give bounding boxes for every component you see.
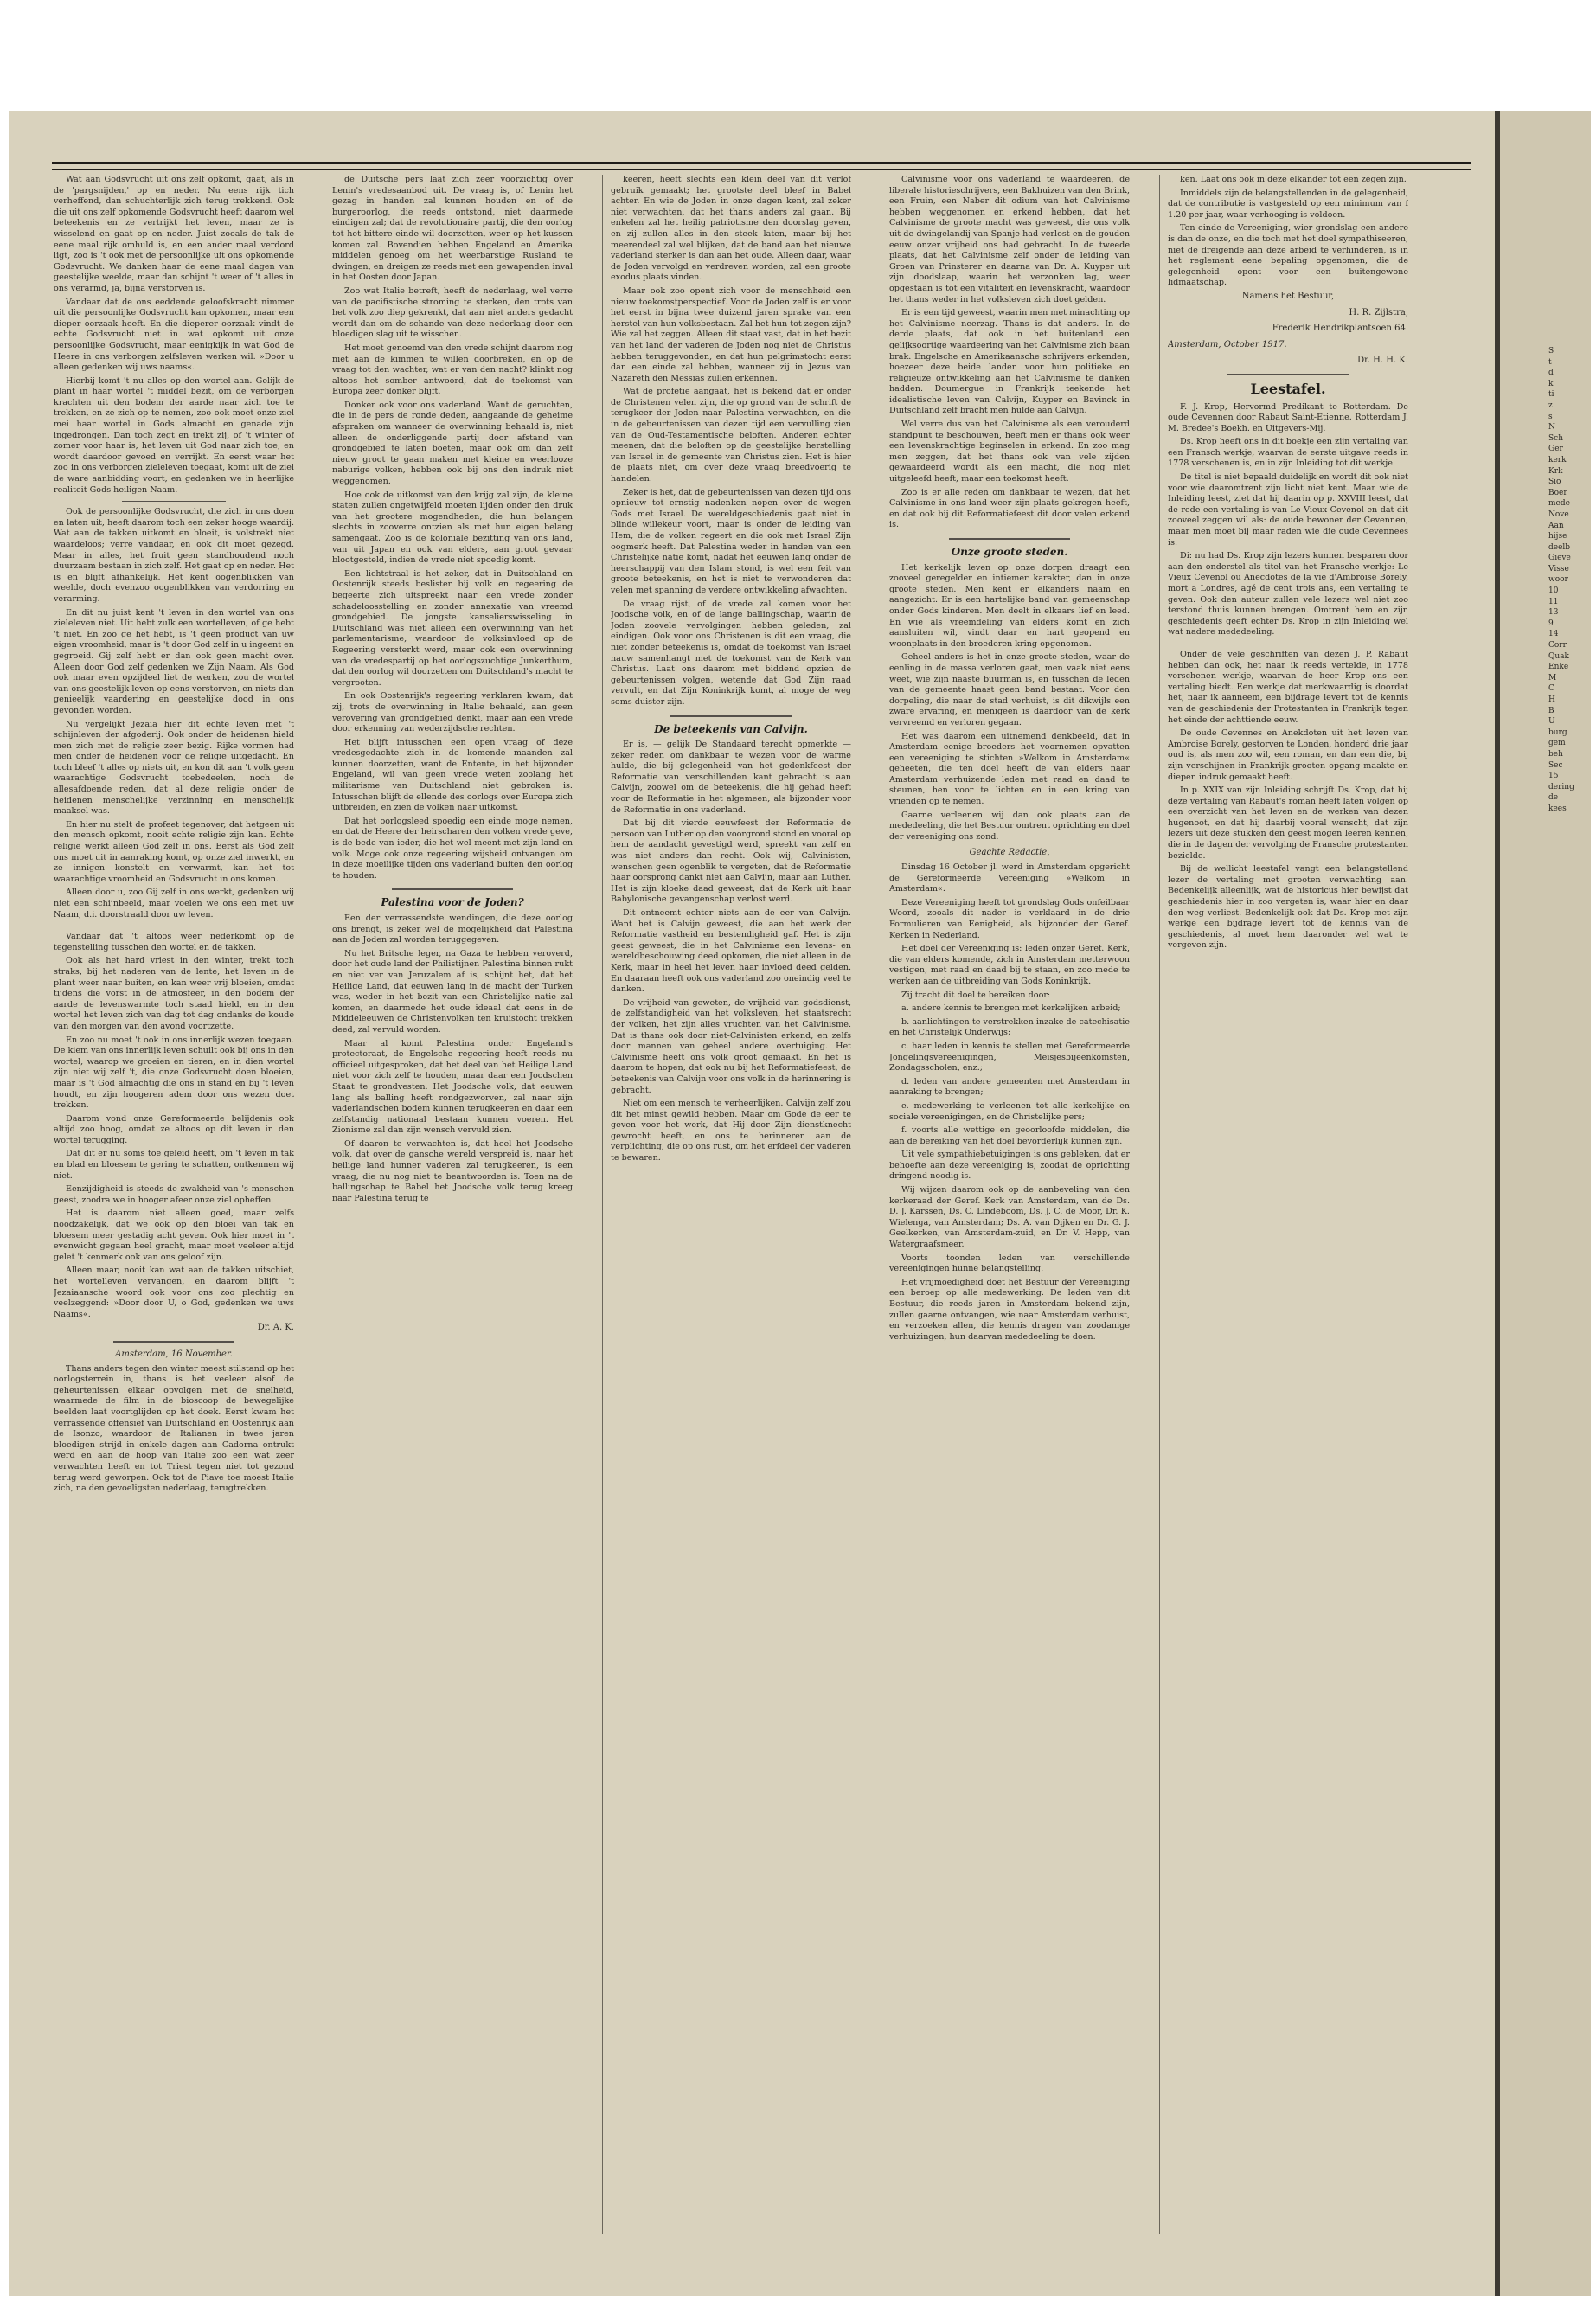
paragraph: Daarom vond onze Gereformeerde belijdenis ook altijd zoo hoog, omdat ze altoos op dit leven in den wortel terugging. <box>54 1113 294 1145</box>
article-separator <box>392 888 513 890</box>
margin-fragment: Visse <box>1548 564 1569 574</box>
article-separator <box>113 1341 234 1343</box>
letter-salutation: Geachte Redactie, <box>969 848 1050 858</box>
paragraph: Zoo is er alle reden om dankbaar te wezen, dat het Calvinisme in ons land weer zijn plaats gekregen heeft, en dat ook bij dit Reformatiefeest dit door velen erkend is. <box>889 487 1130 530</box>
header-rule-thick <box>52 162 1471 164</box>
section-title-leestafel: Leestafel. <box>1250 380 1326 397</box>
margin-fragment: kerk <box>1548 455 1567 465</box>
margin-fragment: Nove <box>1548 510 1569 519</box>
margin-fragment: ti <box>1548 390 1554 400</box>
margin-fragment: 10 <box>1548 586 1559 596</box>
paragraph: Of daaron te verwachten is, dat heel het Joodsche volk, dat over de gansche wereld verspreid is, naar het heilige land hunner vaderen zal terugkeeren, is een vraag, die nu nog niet te beantwoorden is. Toen na de ballingschap te Babel het Joodsche volk terug kreeg naar Palestina terug te <box>332 1138 573 1203</box>
article-signature: Dr. A. K. <box>257 1323 294 1333</box>
margin-fragment: S <box>1548 347 1554 356</box>
margin-fragment: gem <box>1548 739 1566 748</box>
paragraph: ken. Laat ons ook in deze elkander tot een zegen zijn. <box>1180 175 1407 184</box>
margin-fragment: Sch <box>1548 433 1564 443</box>
paragraph: En ook Oostenrijk's regeering verklaren kwam, dat zij, trots de overwinning in Italie behaald, aan geen verovering van grondgebied denkt, maar aan een vrede door erkenning van wederzijdsche rechten. <box>332 691 573 734</box>
signature-name: H. R. Zijlstra, <box>1349 307 1408 317</box>
list-item: e. medewerking te verleenen tot alle kerkelijke en sociale vereenigingen, en de Christelijke pers; <box>889 1100 1130 1122</box>
margin-fragment: Sio <box>1548 478 1561 487</box>
paragraph: Maar ook zoo opent zich voor de menschheid een nieuw toekomstperspectief. Voor de Joden zelf is er voor het eerst in bijna twee duizend jaren sprake van een herstel van hun volksbestaan. Zal het hun tot zegen zijn? Wie zal het zeggen. Alleen dit staat vast, dat in het bezit van het land der vaderen de Joden nog niet de Christus hebben teruggevonden, en dat hun pelgrimstocht eerst dan een einde zal hebben, wanneer zij in Jezus van Nazareth den Messias zullen erkennen. <box>611 285 851 383</box>
column-1 <box>54 175 294 2234</box>
paragraph: Uit vele sympathiebetuigingen is ons gebleken, dat er behoefte aan deze vereeniging is, zoodat de oprichting dringend noodig is. <box>889 1150 1130 1182</box>
column-divider <box>1159 175 1160 2234</box>
margin-fragment: woor <box>1548 575 1568 585</box>
article-separator <box>1227 374 1349 375</box>
paragraph: Gaarne verleenen wij dan ook plaats aan de mededeeling, die het Bestuur omtrent oprichting en doel der vereeniging ons zond. <box>889 810 1130 842</box>
paragraph: Thans anders tegen den winter meest stilstand op het oorlogsterrein in, thans is het veeleer alsof de geheurtenissen elkaar opvolgen met de snelheid, waarmede de film in de bioscoop de bewegelijke beelden laat voortglijden op het doek. Eerst kwam het verrassende offensief van Duitschland en Oostenrijk aan de Isonzo, waardoor de Italianen in twee jaren bloedigen strijd in enkele dagen aan Cadorna ontrukt werd en aan de hoop van Italie zoo een wat zeer verwachten heeft en tot Triest tegen niet tot gezond terug werd geworpen. Ook tot de Piave toe moest Italie zich, na den gevoeligsten nederlaag, terugtrekken. <box>54 1363 294 1494</box>
margin-fragment: k <box>1548 379 1554 388</box>
margin-fragment: d <box>1548 369 1554 378</box>
margin-fragment: N <box>1548 423 1555 433</box>
paragraph: Het blijft intusschen een open vraag of deze vredesgedachte zich in de komende maanden zal kunnen doorzetten, want de Entente, in het bijzonder Engeland, wil van geen vrede weten zoolang het militarisme van Duitschland niet gebroken is. Intusschen blijft de ellende des oorlogs over Europa zich uitbreiden, en zien de volken naar uitkomst. <box>332 737 573 813</box>
paragraph: Zoo wat Italie betreft, heeft de nederlaag, wel verre van de pacifistische stroming te sterken, den trots van het volk zoo diep gekrenkt, dat aan niet anders gedacht wordt dan om de schande van deze nederlaag door een bloedigen slag uit te wisschen. <box>332 285 573 340</box>
margin-fragment: Corr <box>1548 641 1567 651</box>
paragraph: Maar al komt Palestina onder Engeland's protectoraat, de Engelsche regeering heeft reeds nu officieel uitgesproken, dat het deel van het Heilige Land niet voor zich zelf te houden, maar daar een Joodschen Staat te grondvesten. Het Joodsche volk, dat eeuwen lang als balling heeft rondgezworven, zal naar zijn vaderlandschen bodem kunnen terugkeeren en daar een zelfstandig nationaal bestaan kunnen voeren. Het Zionisme zal dan zijn wensch vervuld zien. <box>332 1038 573 1136</box>
margin-fragment: hijse <box>1548 532 1567 542</box>
paragraph: Wat aan Godsvrucht uit ons zelf opkomt, gaat, als in de 'pargsnijden,' op en neder. Nu eens rijk tich verheffend, dan schuchterlijk zich terug trekkend. Ook die uit ons zelf opkomende Godsvrucht heeft daarom wel beteekenis en ze vertrijkt het leven, maar ze is wisselend en gaat op en neder. Juist zooals de tak de eene maal rijk omhuld is, en een ander maal verdord ligt, zoo is 't ook met de persoonlijke uit ons opkomende Godsvrucht. We danken haar de eene maal dagen van geestelijke weelde, maar dan schijnt 't weer of 't alles in ons verarmd, ja, bijna verstorven is. <box>54 175 294 293</box>
paragraph: Calvinisme voor ons vaderland te waardeeren, de liberale historieschrijvers, een Bakhuizen van den Brink, een Fruin, een Naber dit odium van het Calvinisme hebben weggenomen en erkend hebben, dat het Calvinisme de groote macht was geweest, die ons volk uit de dwingelandij van Spanje had verlost en de gouden eeuw onzer vrijheid ons had gebracht. In de tweede plaats, dat het Calvinisme zelf onder de leiding van Groen van Prinsterer en daarna van Dr. A. Kuyper uit zijn doodslaap, waarin het verzonken lag, weer opgestaan is tot een vitaliteit en levenskracht, waardoor het thans weder in het volksleven zich doet gelden. <box>889 175 1130 304</box>
column-3 <box>611 175 851 2234</box>
paragraph: Ook de persoonlijke Godsvrucht, die zich in ons doen en laten uit, heeft daarom toch een zeker hooge waardij. Wat aan de takken uitkomt en bloeit, is volstrekt niet waardeloos; verre vandaar, en ook dit moet gezegd. Maar in alles, het fruit geen standhoudend noch duurzaam bestaan in zich zelf. Het gaat op en neder. Het is en blijft afhankelijk. Het kent oogenblikken van weelde, doch evenzoo oogenblikken van verdorring en verarming. <box>54 507 294 604</box>
paragraph: Er is een tijd geweest, waarin men met minachting op het Calvinisme neerzag. Thans is dat anders. In de derde plaats, dat ook in het buitenland een gelijksoortige waardeering van het Calvinisme zich baan brak. Engelsche en Amerikaansche schrijvers erkenden, hoezeer deze beide landen voor hun politieke en religieuze ontwikkeling aan het Calvinisme te danken hadden. Doumergue in Frankrijk teekende het idealistische leven van Calvijn, Kuyper en Bavinck in Duitschland zelf bracht men hulde aan Calvijn. <box>889 308 1130 416</box>
paragraph: Het was daarom een uitnemend denkbeeld, dat in Amsterdam eenige broeders het voornemen opvatten een vereeniging te stichten »Welkom in Amsterdam« geheeten, die ten doel heeft de van elders naar Amsterdam verhuizende leden met raad en daad te steunen, hen voor te lichten en in een kring van vrienden op te nemen. <box>889 731 1130 807</box>
margin-fragment: Ger <box>1548 445 1563 454</box>
margin-fragment: beh <box>1548 749 1563 759</box>
section-title: Palestina voor de Joden? <box>381 896 524 909</box>
paragraph: Di: nu had Ds. Krop zijn lezers kunnen besparen door aan den onderstel als titel van het Fransche werkje: Le Vieux Cevenol ou Anecdotes de la vie d'Ambroise Borely, mort a Londres, agé de cent trois ans, een vertaling te geven. Ook den auteur zullen vele lezers wel niet zoo terstond thuis kunnen brengen. Omtrent hem en zijn geschiedenis geeft echter Ds. Krop in zijn Inleiding wel wat nadere mededeeling. <box>1168 551 1408 638</box>
adjacent-page-text <box>1548 346 1590 2163</box>
paragraph: De titel is niet bepaald duidelijk en wordt dit ook niet voor wie daaromtrent zijn licht niet kent. Maar wie de Inleiding leest, ziet dat hij daarin op p. XXVIII leest, dat de rede een vertaling is van Le Vieux Cevenol en dat dit zooveel zeggen wil als: de oude bewoner der Cevennen, maar men moet bij maar raden wie die oude Cevennees is. <box>1168 472 1408 548</box>
paragraph: Voorts toonden leden van verschillende vereenigingen hunne belangstelling. <box>889 1253 1130 1274</box>
column-5 <box>1168 175 1408 2234</box>
paragraph: Nu het Britsche leger, na Gaza te hebben veroverd, door het oude land der Philistijnen Palestina binnen rukt en niet ver van Jeruzalem af is, schijnt het, dat het Heilige Land, dat eeuwen lang in de macht der Turken was, weder in het bezit van een Christelijke natie zal komen, en daarmede het oude ideaal dat eens in de Middeleeuwen de Christenvolken ten kruistocht trekken deed, zal vervuld worden. <box>332 948 573 1035</box>
paragraph: De oude Cevennes en Anekdoten uit het leven van Ambroise Borely, gestorven te Londen, honderd drie jaar oud is, als men zoo wil, een roman, en dan een die, bij zijn verschijnen in Frankrijk grooten opgang maakte en diepen indruk gemaakt heeft. <box>1168 728 1408 782</box>
margin-fragment: Quak <box>1548 651 1569 661</box>
margin-fragment: 11 <box>1548 597 1559 606</box>
paragraph: de Duitsche pers laat zich zeer voorzichtig over Lenin's vredesaanbod uit. De vraag is, of Lenin het gezag in handen zal kunnen houden en of de burgeroorlog, die reeds ontstond, niet daarmede eindigen zal; dat de revolutionaire partij, die den oorlog tot het bittere einde wil doorzetten, weer op het kussen komen zal. Bovendien hebben Engeland en Amerika middelen genoeg om het weerbarstige Rusland te dwingen, en dreigen ze reeds met een gewapenden inval in het Oosten door Japan. <box>332 175 573 283</box>
section-title: Onze groote steden. <box>951 546 1068 558</box>
paragraph: Hoe ook de uitkomst van den krijg zal zijn, de kleine staten zullen ongetwijfeld moeten lijden onder den druk van het grootere mogendheden, die hun belangen slechts in zooverre ontzien als met hun eigen belang samengaat. Zoo is de koloniale bezitting van ons land, van uit Japan en ook van elders, aan groot gevaar blootgesteld, indien de vrede niet spoedig komt. <box>332 490 573 566</box>
signature-line: Namens het Bestuur, <box>1241 291 1335 301</box>
margin-fragment: s <box>1548 412 1553 421</box>
paragraph: Zeker is het, dat de gebeurtenissen van dezen tijd ons opnieuw tot ernstig nadenken nopen over de wegen Gods met Israel. De wereldgeschiedenis gaat niet in blinde willekeur voort, maar is onder de leiding van Hem, die de volken regeert en die ook met Israel Zijn oogmerk heeft. Dat Palestina weder in handen van een Christelijke natie komt, nadat het eeuwen lang onder de heerschappij van den Islam stond, is wel een feit van groote beteekenis, en het is niet te verwonderen dat velen met spanning de verdere ontwikkeling afwachten. <box>611 487 851 595</box>
margin-fragment: 15 <box>1548 772 1559 781</box>
paragraph: Geheel anders is het in onze groote steden, waar de eenling in de massa verloren gaat, men vaak niet eens weet, wie zijn naaste buurman is, en tusschen de leden van de gemeente haast geen band bestaat. Voor den dorpeling, die naar de stad verhuist, is dit dikwijls een zware ervaring, en menigeen is daardoor van de kerk vervreemd en verloren gegaan. <box>889 652 1130 727</box>
paragraph: De vraag rijst, of de vrede zal komen voor het Joodsche volk, en of de lange ballingschap, waarin de Joden zoovele vervolgingen hebben geleden, zal eindigen. Ook voor ons Christenen is dit een vraag, die niet zonder beteekenis is, omdat de toekomst van Israel nauw samenhangt met de toekomst van de Kerk van Christus. Laat ons daarom met biddend opzien de gebeurtenissen volgen, wetende dat God Zijn raad vervult, en dat Zijn Koninkrijk komt, al moge de weg soms duister zijn. <box>611 599 851 707</box>
paragraph: Bij de wellicht leestafel vangt een belangstellend lezer de vertaling met grooten verwachting aan. Bedenkelijk alleenlijk, wat de historicus hier bewijst dat geschiedenis hier in zoo vergeten is, waar hier en daar den weg verliest. Bedenkelijk ook dat Ds. Krop met zijn werkje een bijdrage levert tot de kennis van de geschiedenis, al moet hem daaronder wel wat te vergeven zijn. <box>1168 864 1408 951</box>
margin-fragment: H <box>1548 695 1555 704</box>
article-signature: Dr. H. H. K. <box>1357 356 1408 366</box>
paragraph: Hierbij komt 't nu alles op den wortel aan. Gelijk de plant in haar wortel 't middel bezit, om de verborgen krachten uit den bodem der aarde naar zich toe te trekken, en ze zich op te nemen, zoo ook moet onze ziel mei haar wortel in Gods almacht en genade zijn ingedrongen. Dan toch zegt en trekt zij, of 't winter of zomer voor haar is, het leven uit God naar zich toe, en wordt daardoor gevoed en verrijkt. En eerst waar het zoo in ons verborgen zieleleven toegaat, komt uit de ziel de ware aanbidding voort, en gedenken we in heerlijke realiteit Gods heiligen Naam. <box>54 375 294 495</box>
margin-fragment: dering <box>1548 782 1574 792</box>
paragraph: In p. XXIX van zijn Inleiding schrijft Ds. Krop, dat hij deze vertaling van Rabaut's roman heeft laten volgen op een overzicht van het leven en de werken van dezen hugenoot, en dat hij daarbij vooral wenscht, dat zijn lezers uit deze stukken den geest mogen leeren kennen, die in de dagen der vervolging de Fransche protestanten bezielde. <box>1168 785 1408 861</box>
column-2 <box>332 175 573 2234</box>
paragraph: Wij wijzen daarom ook op de aanbeveling van den kerkeraad der Geref. Kerk van Amsterdam, van de Ds. D. J. Karssen, Ds. C. Lindeboom, Ds. J. C. de Moor, Dr. K. Wielenga, van Amsterdam; Ds. A. van Dijken en Dr. G. J. Geelkerken, van Amsterdam-zuid, en Dr. V. Hepp, van Watergraafsmeer. <box>889 1185 1130 1250</box>
margin-fragment: Sec <box>1548 760 1563 770</box>
margin-fragment: Gieve <box>1548 554 1571 563</box>
margin-fragment: mede <box>1548 499 1570 509</box>
paragraph: Eenzijdigheid is steeds de zwakheid van 's menschen geest, zoodra we in hooger afeer onze ziel opheffen. <box>54 1184 294 1205</box>
list-item: b. aanlichtingen te verstrekken inzake de catechisatie en het Christelijk Onderwijs; <box>889 1016 1130 1038</box>
dateline: Amsterdam, 16 November. <box>115 1349 233 1359</box>
paragraph: Alleen maar, nooit kan wat aan de takken uitschiet, het wortelleven vervangen, en daarom blijft 't Jezaiaansche woord ook voor ons zoo plechtig en veelzeggend: »Door door U, o God, gedenken we uws Naams«. <box>54 1266 294 1319</box>
paragraph: Het kerkelijk leven op onze dorpen draagt een zooveel geregelder en intiemer karakter, dan in onze groote steden. Men kent er elkanders naam en aangezicht. Er is een hartelijke band van gemeenschap onder Gods kinderen. Men deelt in elkaars lief en leed. En wie als vreemdeling van elders komt en zich aansluiten wil, vindt daar en hart geopend en woonplaats in den broederen kring opgenomen. <box>889 562 1130 649</box>
paragraph: Vandaar dat de ons eeddende geloofskracht nimmer uit die persoonlijke Godsvrucht kan opkomen, maar een dieper oorzaak heeft. En die dieperer oorzaak vindt de echte Godsvrucht niet in wat opkomt uit onze persoonlijke Godsvrucht, maar eenigkijk in wat God de Heere in ons verborgen zelfsleven werken wil. »Door u alleen gedenken wij uws naams«. <box>54 297 294 373</box>
header-rule-thin <box>52 169 1471 170</box>
margin-fragment: Krk <box>1548 466 1563 476</box>
paragraph: Dat bij dit vierde eeuwfeest der Reformatie de persoon van Luther op den voorgrond stond en vooral op hem de aandacht gevestigd werd, spreekt van zelf en was niet anders dan recht. Ook wij, Calvinisten, wenschen geen ogenblik te vergeten, dat de Reformatie haar oorsprong dankt niet aan Calvijn, maar aan Luther. Het is zijn kloeke daad geweest, dat de Kerk uit haar Babylonische gevangenschap verlost werd. <box>611 818 851 905</box>
paragraph: keeren, heeft slechts een klein deel van dit verlof gebruik gemaakt; het grootste deel bleef in Babel achter. En wie de Joden in onze dagen kent, zal zeker niet verwachten, dat het thans anders zal gaan. Bij enkelen zal het heilig patriotisme den doorslag geven, en zij zullen alles in den steek laten, maar bij het meerendeel zal wel blijken, dat de band aan het nieuwe vaderland sterker is dan aan het oude. Alleen daar, waar de Joden vervolgd en verdreven worden, zal een groote exodus plaats vinden. <box>611 175 851 283</box>
margin-fragment: burg <box>1548 727 1567 737</box>
list-item: a. andere kennis te brengen met kerkelijken arbeid; <box>901 1003 1121 1014</box>
paragraph: Zij tracht dit doel te bereiken door: <box>901 990 1051 1000</box>
list-item: f. voorts alle wettige en geoorloofde middelen, die aan de bereiking van het doel bevorderlijk kunnen zijn. <box>889 1125 1130 1146</box>
margin-fragment: de <box>1548 793 1559 803</box>
paragraph: F. J. Krop, Hervormd Predikant te Rotterdam. De oude Cevennen door Rabaut Saint-Etienne. Rotterdam J. M. Bredee's Boekh. en Uitgevers-Mij. <box>1168 401 1408 433</box>
paragraph: Wat de profetie aangaat, het is bekend dat er onder de Christenen velen zijn, die op grond van de schrift de terugkeer der Joden naar Palestina verwachten, en die in de gebeurtenissen van dezen tijd een vervulling zien van de Oud-Testamentische beloften. Anderen echter meenen, dat die beloften op de geestelijke herstelling van Israel in de gemeente van Christus zien. Het is hier de plaats niet, om over deze vraag breedvoerig te handelen. <box>611 387 851 484</box>
paragraph: Niet om een mensch te verheerlijken. Calvijn zelf zou dit het minst gewild hebben. Maar om Gode de eer te geven voor het werk, dat Hij door Zijn dienstknecht gewrocht heeft, en ons te herinneren aan de verplichting, die op ons rust, om het erfdeel der vaderen te bewaren. <box>611 1099 851 1163</box>
paragraph: Er is, — gelijk De Standaard terecht opmerkte — zeker reden om dankbaar te wezen voor de warme hulde, die bij gelegenheid van het gedenkfeest der Reformatie van verschillenden kant gebracht is aan Calvijn, zoowel om de beteekenis, die hij gehad heeft voor de Reformatie in het algemeen, als bijzonder voor de Reformatie in ons vaderland. <box>611 740 851 815</box>
paragraph: Wel verre dus van het Calvinisme als een verouderd standpunt te beschouwen, heeft men er thans ook weer een levenskrachtige beginselen in erkend. En zoo mag men zeggen, dat het thans ook van vele zijden gewaardeerd wordt als een macht, die nog niet uitgeleefd heeft, maar een toekomst heeft. <box>889 420 1130 484</box>
margin-fragment: 13 <box>1548 608 1559 618</box>
paragraph: Inmiddels zijn de belangstellenden in de gelegenheid, dat de contributie is vastgesteld op een minimum van f 1.20 per jaar, waar verhooging is voldoen. <box>1168 188 1408 220</box>
signature-address: Frederik Hendrikplantsoen 64. <box>1272 324 1408 334</box>
article-separator <box>949 538 1070 540</box>
paragraph: Een lichtstraal is het zeker, dat in Duitschland en Oostenrijk steeds beslister bij volk en regeering de begeerte zich uitspreekt naar een vrede zonder schadeloosstelling en zonder annexatie van vreemd grondgebied. De jongste kanselierswisseling in Duitschland was niet alleen een overwinning van het parlementarisme, waardoor de volksinvloed op de Regeering versterkt werd, maar ook een overwinning van de vredespartij op het oorlogszuchtige Junkerthum, dat den oorlog wil doorzetten om Duitschland's macht te vergrooten. <box>332 568 573 688</box>
list-item: d. leden van andere gemeenten met Amsterdam in aanraking te brengen; <box>889 1076 1130 1098</box>
section-divider <box>122 501 226 502</box>
paragraph: Onder de vele geschriften van dezen J. P. Rabaut hebben dan ook, het naar ik reeds vertelde, in 1778 verschenen werkje, waarvan de heer Krop ons een vertaling biedt. Een werkje dat merkwaardig is doordat het, naar ik aanneem, een bijdrage levert tot de kennis van de geschiedenis der Protestanten in Frankrijk tegen het einde der achttiende eeuw. <box>1168 649 1408 725</box>
paragraph: Ds. Krop heeft ons in dit boekje een zijn vertaling van een Fransch werkje, waarvan de eerste uitgave reeds in 1778 verschenen is, en in zijn Inleiding tot dit werkje. <box>1168 437 1408 469</box>
column-divider <box>602 175 603 2234</box>
margin-fragment: t <box>1548 357 1552 367</box>
list-item: c. haar leden in kennis te stellen met Gereformeerde Jongelingsvereenigingen, Meisjesbijeenkomsten, Zondagsscholen, enz.; <box>889 1041 1130 1074</box>
paragraph: Dat het oorlogsleed spoedig een einde moge nemen, en dat de Heere der heirscharen den volken vrede geve, is de bede van ieder, die het wel meent met zijn land en volk. Moge ook onze regeering wijsheid ontvangen om in deze moeilijke tijden ons vaderland buiten den oorlog te houden. <box>332 816 573 881</box>
margin-fragment: deelb <box>1548 542 1571 552</box>
margin-fragment: B <box>1548 706 1554 715</box>
signature-date: Amsterdam, October 1917. <box>1168 339 1287 349</box>
paragraph: Alleen door u, zoo Gij zelf in ons werkt, gedenken wij niet een schijnbeeld, maar voelen we ons een met uw Naam, d.i. doorstraald door uw leven. <box>54 888 294 920</box>
margin-fragment: 9 <box>1548 619 1554 628</box>
margin-fragment: z <box>1548 401 1553 410</box>
paragraph: Dit ontneemt echter niets aan de eer van Calvijn. Want het is Calvijn geweest, die aan het werk der Reformatie vastheid en bestendigheid gaf. Het is zijn geest geweest, die in het Calvinisme een levens- en wereldbeschouwing deed opkomen, die niet alleen in de Kerk, maar in heel het leven haar invloed deed gelden. En daaraan heeft ook ons vaderland zoo oneindig veel te danken. <box>611 908 851 995</box>
margin-fragment: M <box>1548 673 1557 683</box>
margin-fragment: Aan <box>1548 521 1564 530</box>
margin-fragment: kees <box>1548 804 1567 813</box>
paragraph: Het vrijmoedigheid doet het Bestuur der Vereeniging een beroep op alle medewerking. De leden van dit Bestuur, die reeds jaren in Amsterdam bekend zijn, zullen gaarne ontvangen, wie naar Amsterdam verhuist, en verzoeken allen, die kennis dragen van zoodanige verhuizingen, hun daarvan mededeeling te doen. <box>889 1277 1130 1342</box>
paragraph: Dinsdag 16 October jl. werd in Amsterdam opgericht de Gereformeerde Vereeniging »Welkom in Amsterdam«. <box>889 862 1130 894</box>
paragraph: Donker ook voor ons vaderland. Want de geruchten, die in de pers de ronde deden, aangaande de geheime afspraken om wanneer de overwinning behaald is, niet alleen de onderliggende partij door afstand van grondgebied te laten boeten, maar ook om dan zelf nieuw groot te gaan maken met kleine en weerlooze naburige volken, hebben ook bij ons den indruk niet weggenomen. <box>332 400 573 487</box>
margin-fragment: Boer <box>1548 488 1567 497</box>
paragraph: Een der verrassendste wendingen, die deze oorlog ons brengt, is zeker wel de mogelijkheid dat Palestina aan de Joden zal worden teruggegeven. <box>332 913 573 945</box>
margin-fragment: U <box>1548 717 1555 727</box>
margin-fragment: 14 <box>1548 630 1559 639</box>
column-4 <box>889 175 1130 2234</box>
paragraph: Vandaar dat 't altoos weer nederkomt op de tegenstelling tusschen den wortel en de takken. <box>54 932 294 952</box>
paragraph: Ten einde de Vereeniging, wier grondslag een andere is dan de onze, en die toch met het doel sympathiseeren, niet de dreigende aan deze arbeid te verhinderen, is in het reglement eene bepaling opgenomen, die de gelegenheid opent voor een buitengewone lidmaatschap. <box>1168 223 1408 288</box>
margin-fragment: Enke <box>1548 663 1569 672</box>
paragraph: En zoo nu moet 't ook in ons innerlijk wezen toegaan. De kiem van ons innerlijk leven schuilt ook bij ons in den wortel, waarop we groeien en tieren, en in dien wortel zijn niet wij zelf 't, die onze Godsvrucht doen bloeien, maar is 't God almachtig die ons in stand en bij 't leven houdt, en zijn hoogeren adem door ons wezen doet trekken. <box>54 1035 294 1111</box>
paragraph: De vrijheid van geweten, de vrijheid van godsdienst, de zelfstandigheid van het volksleven, het staatsrecht der volken, het zijn alles vruchten van het Calvinisme. Dat is thans ook door niet-Calvinisten erkend, en zelfs door mannen van geheel andere overtuiging. Het Calvinisme heeft ons volk groot gemaakt. En het is daarom te hopen, dat ook nu bij het Reformatiefeest, de beteekenis van Calvijn voor ons volk in de herinnering is gebracht. <box>611 997 851 1095</box>
paragraph: Deze Vereeniging heeft tot grondslag Gods onfeilbaar Woord, zooals dit nader is verklaard in de drie Formulieren van Eenigheid, als bijzonder der Geref. Kerken in Nederland. <box>889 897 1130 940</box>
paragraph: Nu vergelijkt Jezaia hier dit echte leven met 't schijnleven der afgoderij. Ook onder de heidenen hield men zich met de religie zeer bezig. Rijke vormen had men onder de heidenen voor de religie uitgedacht. En toch bleef 't alles op niets uit, en kon dit aan 't volk geen waarachtige Godsvrucht toebedeelen, noch de allesafdoende reden, dat al deze religie onder de heidenen menschelijke verzinning en menschelijk maaksel was. <box>54 719 294 817</box>
paragraph: Ook als het hard vriest in den winter, trekt toch straks, bij het naderen van de lente, het leven in de plant weer naar buiten, en kan weer vrij bloeien, omdat tijdens die vorst in de atmosfeer, in den bodem der aarde de levenswarmte toch staad hield, en in den wortel het leven zich van dag tot dag ondanks de koude van den morgen van den avond voortzette. <box>54 956 294 1031</box>
section-title: De beteekenis van Calvijn. <box>654 722 808 735</box>
margin-fragment: C <box>1548 684 1554 694</box>
paragraph: En dit nu juist kent 't leven in den wortel van ons zieleleven niet. Uit hebt zulk een wortelleven, of ge hebt 't niet. En zoo ge het hebt, is 't geen product van uw eigen vroomheid, maar is 't door God zelf in u ingeent en gegroeid. Gij zelf hebt er dan ook geen macht over. Alleen door God zelf gedenken we Zijn Naam. Als God ook maar even opzijdeel liet de werken, zou de wortel van ons geestelijk leven op eens verstorven, en niets dan genieelijk vaardering en geestelijke dood in ons gevonden worden. <box>54 607 294 715</box>
paragraph: Dat dit er nu soms toe geleid heeft, om 't leven in tak en blad en bloesem te gering te schatten, ontkennen wij niet. <box>54 1149 294 1181</box>
paragraph: Het moet genoemd van den vrede schijnt daarom nog niet aan de kimmen te willen doorbreken, en op de vraag tot den wachter, wat er van den nacht? klinkt nog altoos het somber antwoord, dat de toekomst van Europa zeer donker blijft. <box>332 343 573 397</box>
paragraph: Het doel der Vereeniging is: leden onzer Geref. Kerk, die van elders komende, zich in Amsterdam metterwoon vestigen, met raad en daad bij te staan, en zoo mede te werken aan de uitbreiding van Gods Koninkrijk. <box>889 944 1130 986</box>
paragraph: En hier nu stelt de profeet tegenover, dat hetgeen uit den mensch opkomt, nooit echte religie zijn kan. Echte religie werkt alleen God zelf in ons. Eerst als God zelf ons moet uit in aanraking komt, op onze ziel inwerkt, en ze innigen konstelt en verwarmt, kan het tot waarachtige vroomheid en Godsvrucht in ons komen. <box>54 819 294 884</box>
article-separator <box>670 715 792 717</box>
paragraph: Het is daarom niet alleen goed, maar zelfs noodzakelijk, dat we ook op den bloei van tak en bloesem meer gestadig acht geven. Ook hier moet in 't evenwicht gegaan heel gracht, maar moet veeleer altijd gelet 't kenmerk ook van ons geloof zijn. <box>54 1208 294 1262</box>
